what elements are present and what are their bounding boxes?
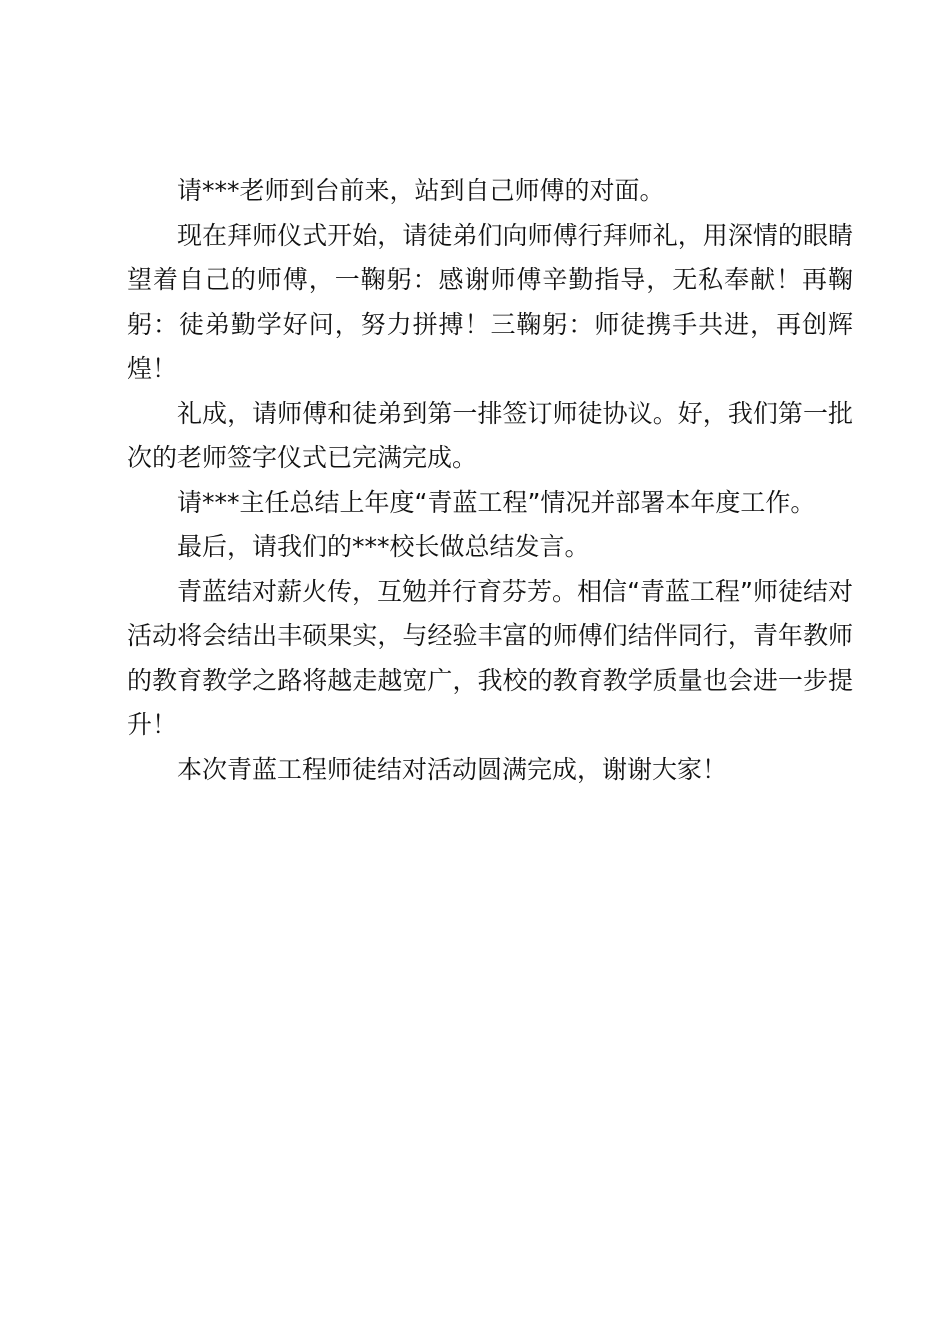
paragraph-closing-wishes: 青蓝结对薪火传，互勉并行育芬芳。相信“青蓝工程”师徒结对活动将会结出丰硕果实，与经验丰富的师傅们结伴同行，青年教师的教育教学之路将越走越宽广，我校的教育教学质量也会进一步提升！ [127,576,853,739]
paragraph-invite-teacher: 请***老师到台前来，站到自己师傅的对面。 [177,176,665,205]
paragraph-conclusion: 本次青蓝工程师徒结对活动圆满完成，谢谢大家！ [177,754,728,784]
paragraph-ceremony-bows: 现在拜师仪式开始，请徒弟们向师傅行拜师礼，用深情的眼睛望着自己的师傅，一鞠躬：感谢师傅辛勤指导，无私奉献！再鞠躬：徒弟勤学好问，努力拼搏！三鞠躬：师徒携手共进，再创辉煌！ [127,220,853,383]
document-body [127,169,853,792]
paragraph-principal-speech: 最后，请我们的***校长做总结发言。 [177,532,590,561]
paragraph-sign-agreement: 礼成，请师傅和徒弟到第一排签订师徒协议。好，我们第一批次的老师签字仪式已完满完成。 [127,398,853,472]
paragraph-director-summary: 请***主任总结上年度“青蓝工程”情况并部署本年度工作。 [177,487,816,517]
